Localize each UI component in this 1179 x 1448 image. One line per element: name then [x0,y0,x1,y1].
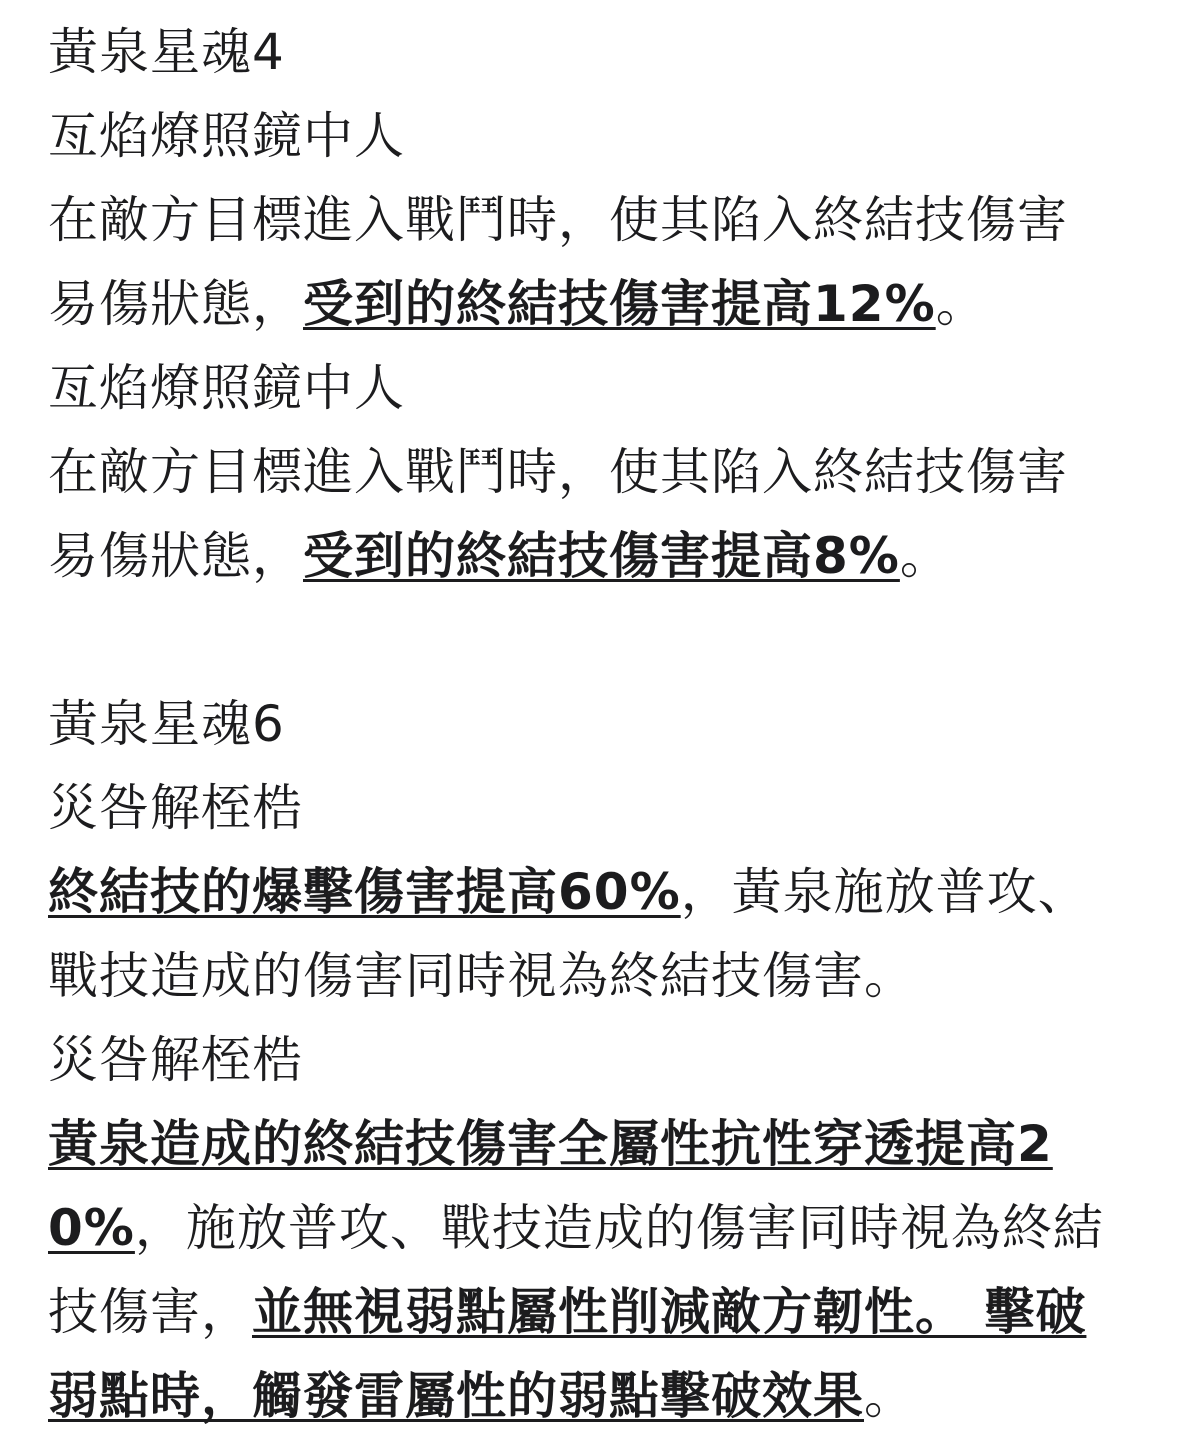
skill-description-line: 戰技造成的傷害同時視為終結技傷害。 [48,947,915,1005]
skill-description-line [48,1102,1053,1186]
emphasized-text: 並無視弱點屬性削減敵方韌性。 擊破 [252,1283,1087,1341]
emphasized-text: 受到的終結技傷害提高8% [303,527,900,585]
skill-description-line: 技傷害，並無視弱點屬性削減敵方韌性。 擊破 [48,1283,1087,1341]
skill-description-line: 0%，施放普攻、戰技造成的傷害同時視為終結 [48,1199,1104,1257]
section-heading: 黃泉星魂6 [48,695,285,753]
emphasized-text: 黃泉造成的終結技傷害全屬性抗性穿透提高2 [48,1115,1053,1173]
emphasized-text: 0% [48,1199,135,1257]
emphasized-text: 弱點時，觸發雷屬性的弱點擊破效果 [48,1367,864,1425]
skill-name: 災咎解桎梏 [48,779,303,837]
skill-description-line: 在敵方目標進入戰鬥時，使其陷入終結技傷害 [48,443,1068,501]
skill-name: 亙焰燎照鏡中人 [48,107,405,165]
skill-description-line: 易傷狀態，受到的終結技傷害提高8%。 [48,527,951,585]
skill-description-line: 弱點時，觸發雷屬性的弱點擊破效果。 [48,1367,915,1425]
skill-description-line: 終結技的爆擊傷害提高60%，黃泉施放普攻、 [48,863,1089,921]
skill-description-line: 易傷狀態，受到的終結技傷害提高12%。 [48,275,987,333]
skill-name: 亙焰燎照鏡中人 [48,359,405,417]
emphasized-text: 受到的終結技傷害提高12% [303,275,936,333]
section-heading: 黃泉星魂4 [48,23,285,81]
emphasized-text: 終結技的爆擊傷害提高60% [48,863,681,921]
skill-description-line: 在敵方目標進入戰鬥時，使其陷入終結技傷害 [48,191,1068,249]
skill-name: 災咎解桎梏 [48,1031,303,1089]
